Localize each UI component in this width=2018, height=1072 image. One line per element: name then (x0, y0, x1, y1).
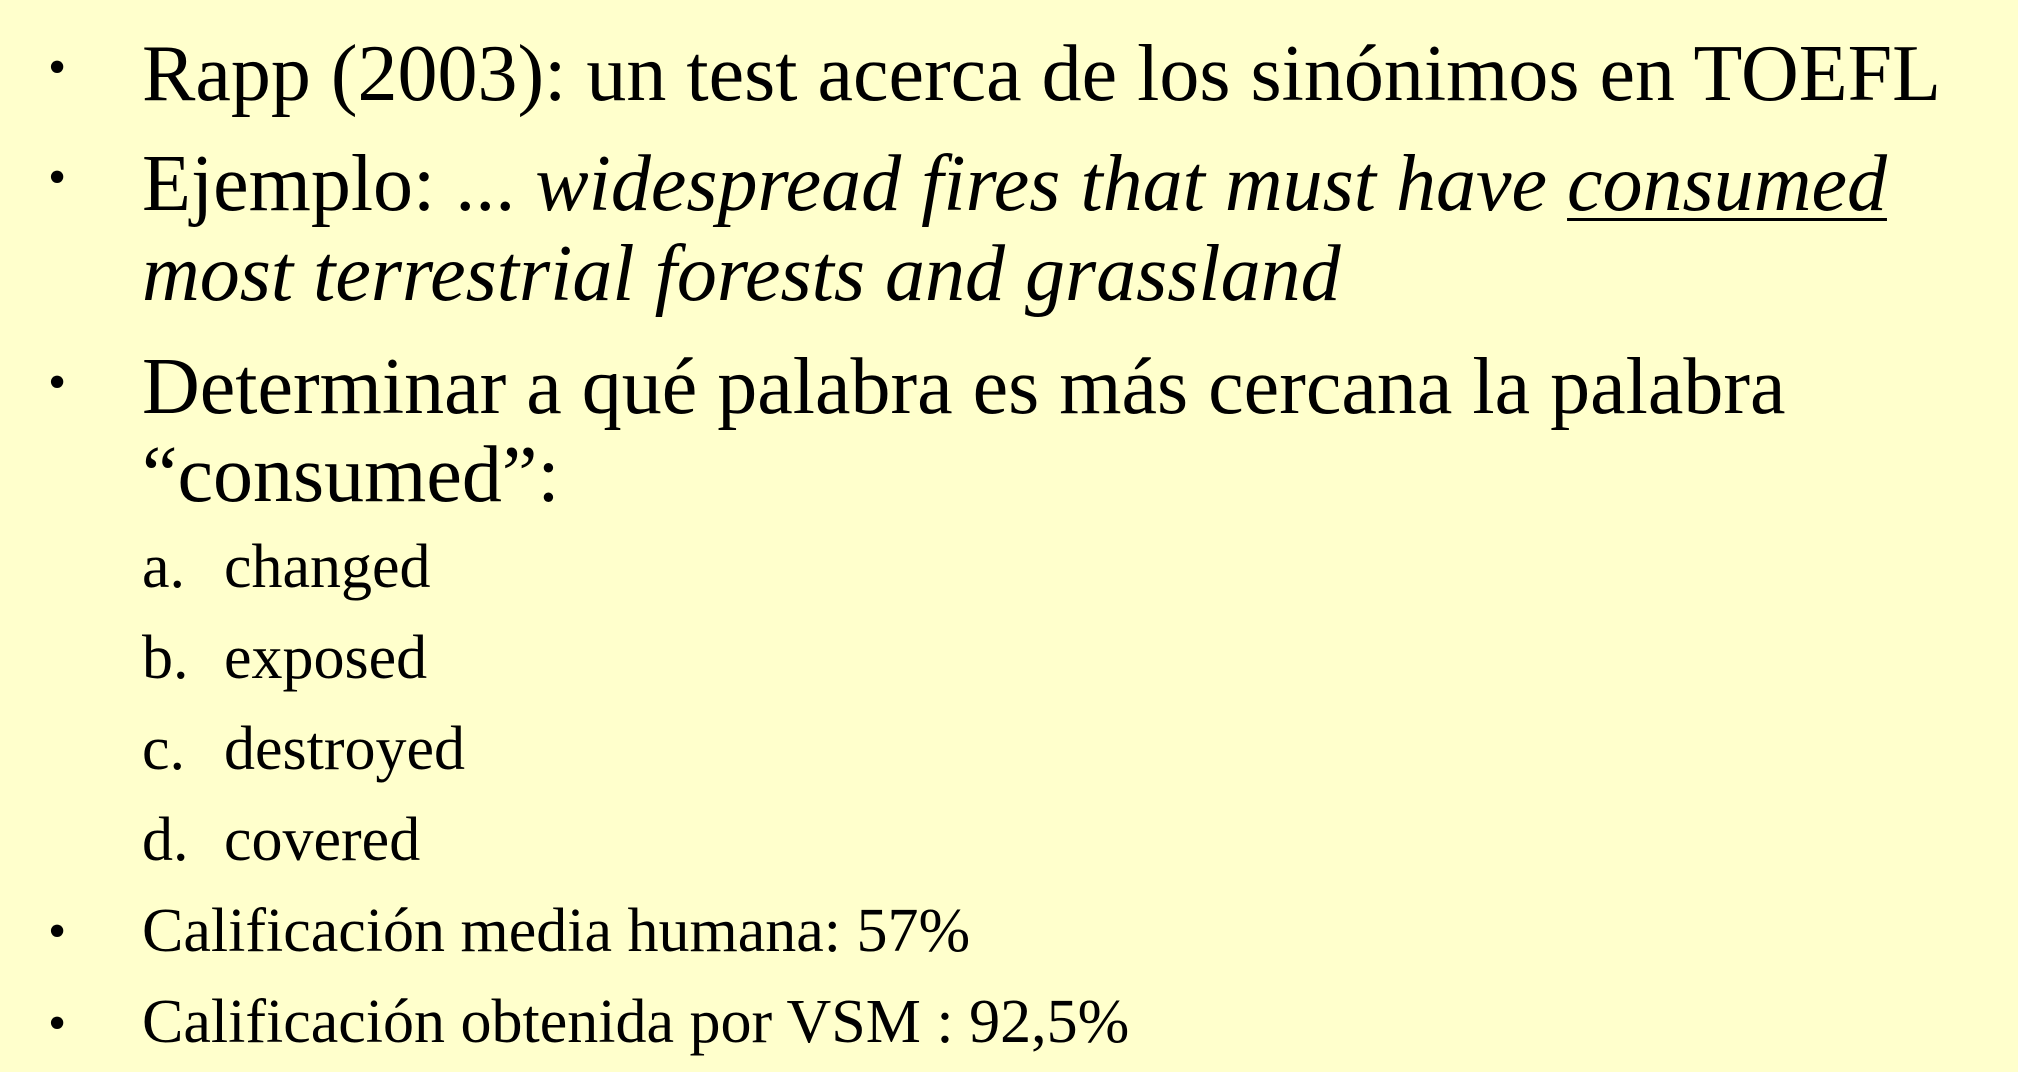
option-d-text: covered (224, 806, 421, 874)
result-vsm-score: Calificación obtenida por VSM : 92,5% (142, 988, 1130, 1056)
result-1-glyph: • (48, 903, 67, 960)
example-prefix: Ejemplo: ... (142, 140, 536, 228)
option-d (142, 806, 421, 874)
bullet-2-line-1 (142, 140, 1887, 228)
option-a-text: changed (224, 533, 431, 601)
bullet-3-glyph: • (48, 354, 67, 411)
option-a-letter: a. (142, 533, 186, 601)
bullet-1-glyph: • (48, 39, 67, 96)
example-sentence-start: widespread fires that must have (535, 140, 1568, 228)
result-2-glyph: • (48, 995, 67, 1052)
result-human-score: Calificación media humana: 57% (142, 897, 971, 965)
option-b-text: exposed (224, 624, 428, 692)
option-c-letter: c. (142, 715, 186, 783)
option-b (142, 624, 428, 692)
bullet-2-glyph: • (48, 149, 67, 206)
example-target-word: consumed (1567, 140, 1887, 228)
bullet-3-line-2: “consumed”: (142, 431, 560, 519)
bullet-1-text: Rapp (2003): un test acerca de los sinónimos en TOEFL (142, 30, 1941, 118)
option-b-letter: b. (142, 624, 189, 692)
option-a (142, 533, 431, 601)
bullet-3-line-1: Determinar a qué palabra es más cercana la palabra (142, 343, 1786, 431)
option-c-text: destroyed (224, 715, 466, 783)
option-c (142, 715, 466, 783)
bullet-2-line-2: most terrestrial forests and grassland (142, 230, 1341, 318)
option-d-letter: d. (142, 806, 189, 874)
